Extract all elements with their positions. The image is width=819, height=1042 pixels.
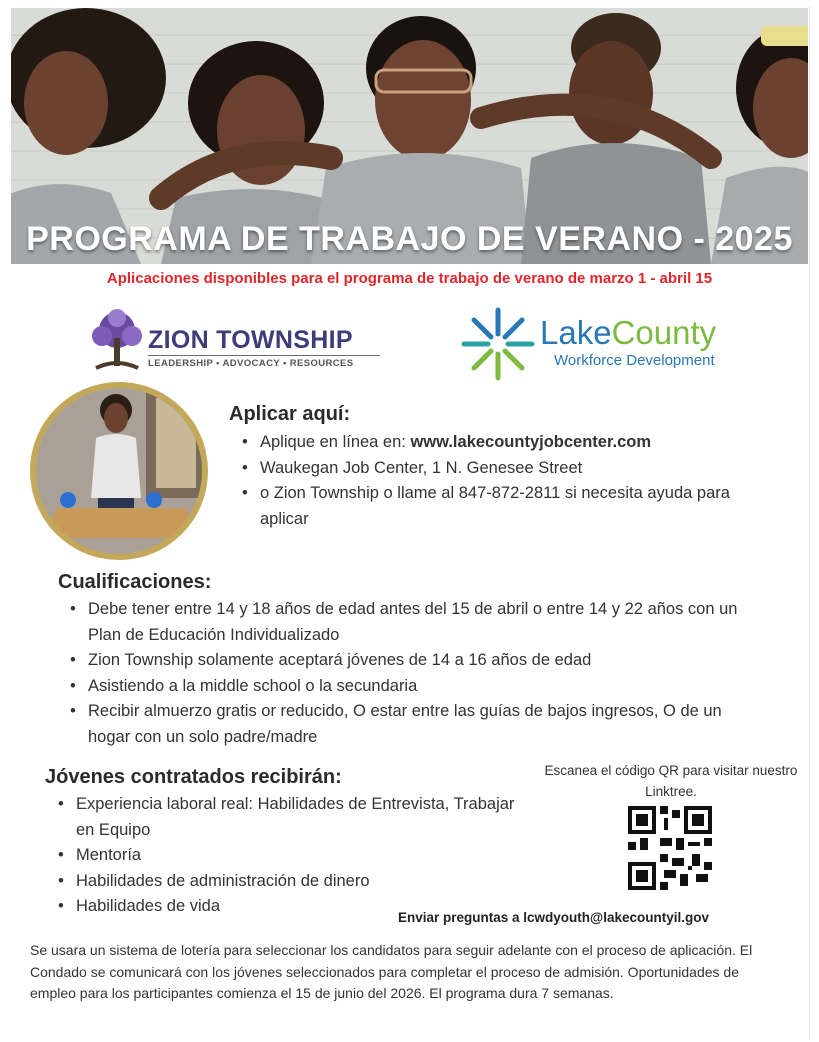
qualifications-list xyxy=(66,597,766,750)
list-item: • Asistiendo a la middle school o la secundaria xyxy=(66,674,766,700)
list-item: • Recibir almuerzo gratis or reducido, O estar entre las guías de bajos ingresos, O de un hogar con un solo padre/madre xyxy=(66,699,768,750)
lake-county-logo xyxy=(450,300,750,384)
list-item: • Zion Township solamente aceptará jóvenes de 14 a 16 años de edad xyxy=(66,648,766,674)
woodworking-illustration xyxy=(36,388,202,554)
starburst-icon xyxy=(458,304,538,384)
zion-logo-tagline: LEADERSHIP • ADVOCACY • RESOURCES xyxy=(148,358,354,369)
apply-list xyxy=(238,430,798,532)
zion-logo-name: ZION TOWNSHIP xyxy=(148,326,353,354)
website-link[interactable]: www.lakecountyjobcenter.com xyxy=(410,433,651,451)
tree-icon xyxy=(84,308,150,376)
benefits-heading: Jóvenes contratados recibirán: xyxy=(45,766,342,788)
hero-title: PROGRAMA DE TRABAJO DE VERANO - 2025 xyxy=(26,220,793,258)
application-dates-subtitle: Aplicaciones disponibles para el programa de trabajo de verano de marzo 1 - abril 15 xyxy=(106,270,713,287)
list-item: • Debe tener entre 14 y 18 años de edad antes del 15 de abril o entre 14 y 22 años con un Plan de Educación Individualizado xyxy=(66,597,748,648)
list-item: • Aplique en línea en: www.lakecountyjobcenter.com xyxy=(238,430,798,456)
list-item: • o Zion Township o llame al 847-872-2811 si necesita ayuda para aplicar xyxy=(238,481,780,532)
contact-email[interactable]: Enviar preguntas a lcwdyouth@lakecountyil.gov xyxy=(398,910,709,925)
list-item: • Habilidades de administración de dinero xyxy=(54,869,524,895)
lake-logo-name: LakeCounty xyxy=(540,314,717,351)
list-item: • Waukegan Job Center, 1 N. Genesee Street xyxy=(238,456,798,482)
zion-township-logo xyxy=(80,306,380,376)
qr-code-icon[interactable] xyxy=(628,806,712,890)
qualifications-heading: Cualificaciones: xyxy=(58,571,212,593)
lottery-note: Se usara un sistema de lotería para seleccionar los candidatos para seguir adelante con el proceso de aplicación. El Condado se comunicará con los jóvenes seleccionados para completar el proceso de admisión. Oportunidades de empleo para los participantes comienza el 15 de junio del 2026. El programa dura 7 semanas. xyxy=(30,942,753,1001)
hero-photo xyxy=(11,8,808,264)
qr-caption: Escanea el código QR para visitar nuestro Linktree. xyxy=(544,763,798,799)
list-item: • Mentoría xyxy=(54,843,524,869)
workshop-photo xyxy=(36,388,202,554)
apply-heading: Aplicar aquí: xyxy=(229,403,351,425)
lake-logo-subtitle: Workforce Development xyxy=(554,352,715,369)
circular-photo-frame xyxy=(30,382,208,560)
list-item: • Experiencia laboral real: Habilidades de Entrevista, Trabajar en Equipo xyxy=(54,792,526,843)
list-item: • Habilidades de vida xyxy=(54,894,524,920)
zion-logo-rule xyxy=(148,355,380,356)
benefits-list xyxy=(54,792,524,920)
